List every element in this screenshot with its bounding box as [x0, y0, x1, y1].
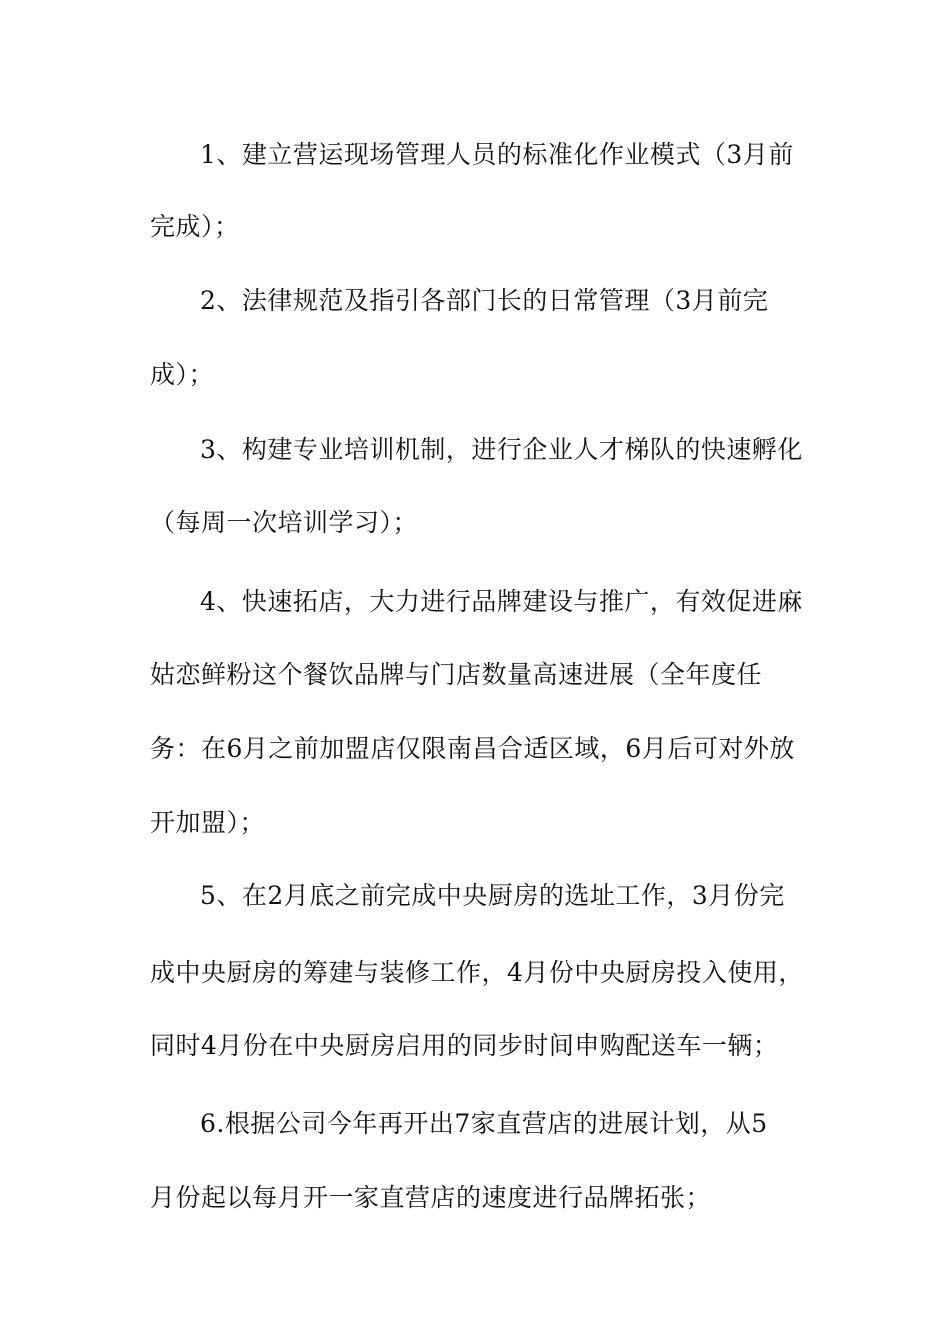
item-4-line-2: 姑恋鲜粉这个餐饮品牌与门店数量高速进展（全年度任 [150, 660, 763, 689]
item-6-line-2: 月份起以每月开一家直营店的速度进行品牌拓张； [150, 1183, 712, 1212]
item-4-line-3: 务：在6月之前加盟店仅限南昌合适区域，6月后可对外放 [150, 734, 795, 763]
item-2-line-1: 2、法律规范及指引各部门长的日常管理（3月前完 [200, 286, 769, 315]
item-5-line-2: 成中央厨房的筹建与装修工作，4月份中央厨房投入使用， [150, 958, 804, 987]
item-1-line-2: 完成）； [150, 212, 240, 241]
item-3-line-1: 3、构建专业培训机制，进行企业人才梯队的快速孵化 [200, 435, 803, 464]
item-3-line-2: （每周一次培训学习）； [150, 508, 419, 537]
item-1-line-1: 1、建立营运现场管理人员的标准化作业模式（3月前 [200, 140, 794, 169]
item-2-line-2: 成）； [150, 360, 215, 389]
item-6-line-1: 6.根据公司今年再开出7家直营店的进展计划，从5 [200, 1109, 768, 1138]
item-4-line-1: 4、快速拓店，大力进行品牌建设与推广，有效促进麻 [200, 587, 803, 616]
item-5-line-3: 同时4月份在中央厨房启用的同步时间申购配送车一辆； [150, 1031, 779, 1060]
item-4-line-4: 开加盟）； [150, 808, 266, 837]
item-5-line-1: 5、在2月底之前完成中央厨房的选址工作，3月份完 [200, 881, 785, 910]
